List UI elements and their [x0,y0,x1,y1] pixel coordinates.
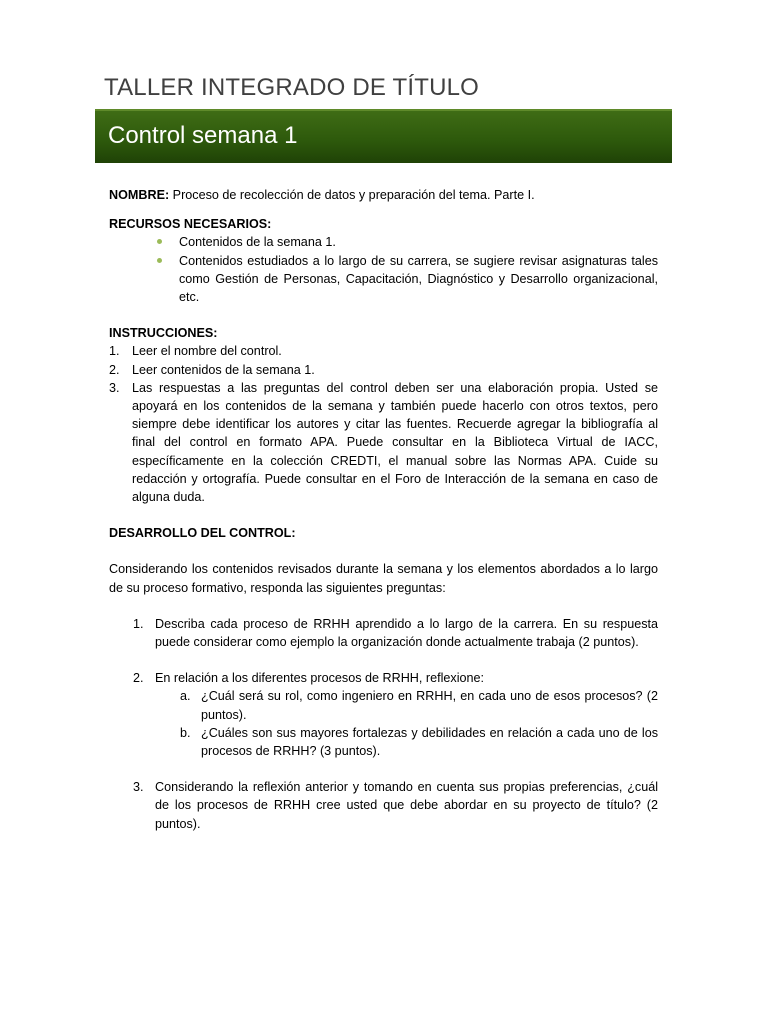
list-item [157,252,658,307]
subquestion-text: ¿Cuál será su rol, como ingeniero en RRHH, en cada uno de esos procesos? (2 puntos). [201,689,658,722]
course-title: TALLER INTEGRADO DE TÍTULO [104,74,480,101]
questions-list [109,615,658,833]
question-number: 3. [133,780,144,795]
subquestion-letter: b. [180,725,191,740]
list-item [109,361,658,379]
question-number: 2. [133,671,144,686]
instrucciones-heading: INSTRUCCIONES: [109,326,218,341]
banner-title: Control semana 1 [108,122,298,149]
instrucciones-list [109,342,658,506]
subquestion-b [180,724,658,760]
list-item [109,379,658,506]
item-text: Las respuestas a las preguntas del control deben ser una elaboración propia. Usted se apoyará en los contenidos de la semana y también puede hacerlo con otros textos, pero siempre debe identificar los autores y citar las fuentes. Recuerde agregar la bibliografía al final del control en formato APA. Puede consultar en la Biblioteca Virtual de IACC, específicamente en la colección CREDTI, el manual sobre las Normas APA. Cuide su redacción y ortografía. Puede consultar en el Foro de Interacción de la semana en caso de alguna duda. [132,380,658,505]
item-text: Leer el nombre del control. [132,344,282,359]
subquestion-text: ¿Cuáles son sus mayores fortalezas y debilidades en relación a cada uno de los procesos de RRHH? (3 puntos). [201,725,658,759]
question-text: En relación a los diferentes procesos de RRHH, reflexione: [155,671,484,686]
question-number: 1. [133,616,144,631]
list-item [157,233,658,251]
title-banner [95,109,672,163]
recurso-text: Contenidos estudiados a lo largo de su carrera, se sugiere revisar asignaturas tales como Gestión de Personas, Capacitación, Diagnóstico y Desarrollo organizacional, etc. [179,253,658,305]
item-number: 3. [109,380,120,395]
subquestion-a [180,687,658,723]
nombre-line [109,186,658,204]
bullet-icon [157,239,162,244]
question-text: Considerando la reflexión anterior y tomando en cuenta sus propias preferencias, ¿cuál de los procesos de RRHH cree usted que debe abordar en su proyecto de título? (2 puntos). [155,780,658,831]
bullet-icon [157,258,162,263]
subquestions-list [155,687,658,760]
nombre-label: NOMBRE: [109,188,170,202]
desarrollo-heading: DESARROLLO DEL CONTROL: [109,526,296,541]
item-number: 2. [109,362,120,377]
recursos-list [109,233,658,306]
question-2 [133,669,658,760]
subquestion-letter: a. [180,689,191,704]
list-item [109,342,658,360]
question-3 [133,778,658,833]
question-text: Describa cada proceso de RRHH aprendido a lo largo de la carrera. En su respuesta puede considerar como ejemplo la organización donde actualmente trabaja (2 puntos). [155,616,658,650]
nombre-value: Proceso de recolección de datos y preparación del tema. Parte I. [172,188,535,202]
recursos-heading: RECURSOS NECESARIOS: [109,217,272,232]
item-number: 1. [109,344,120,359]
item-text: Leer contenidos de la semana 1. [132,362,315,377]
document-body [109,186,658,833]
recurso-text: Contenidos de la semana 1. [179,235,336,250]
desarrollo-intro: Considerando los contenidos revisados durante la semana y los elementos abordados a lo largo de su proceso formativo, responda las siguientes preguntas: [109,562,658,595]
question-1 [133,615,658,651]
